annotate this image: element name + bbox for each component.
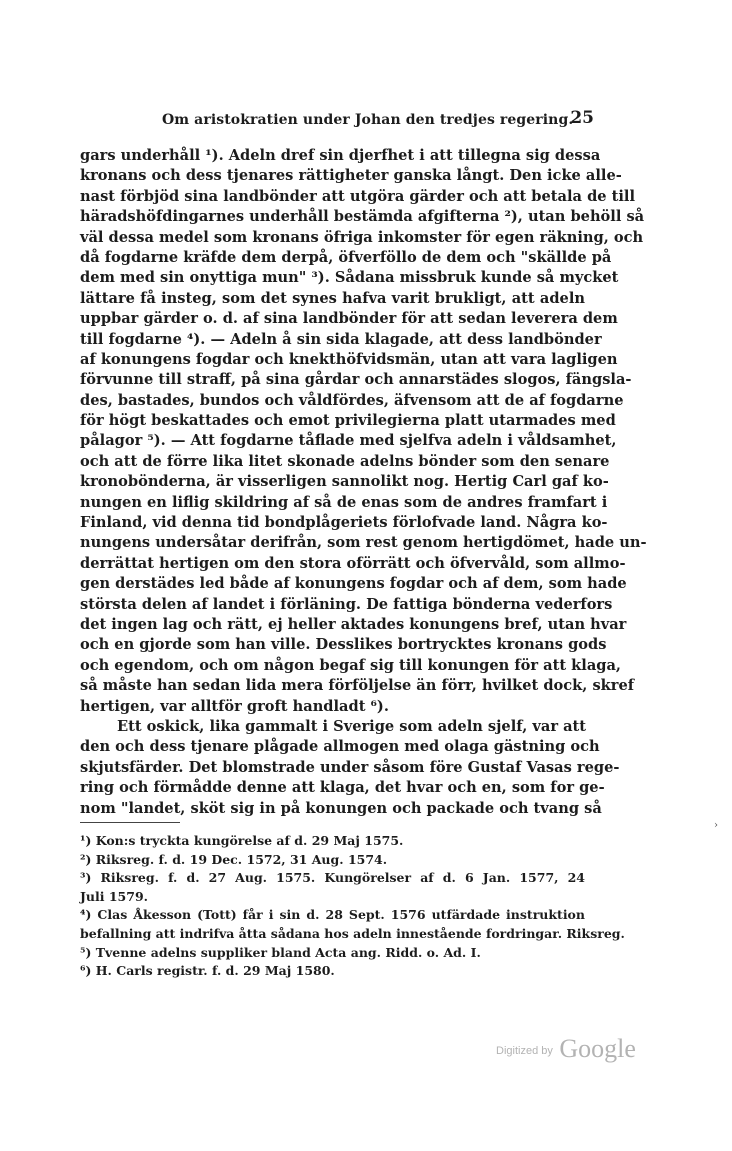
footnote-line: Juli 1579.	[80, 888, 148, 904]
text-line: den och dess tjenare plågade allmogen med olaga gästning och	[80, 738, 600, 756]
text-line: nom "landet, sköt sig in på konungen och packade och tvang så	[80, 799, 602, 817]
text-line: förvunne till straff, på sina gårdar och annarstädes slogos, fängsla-	[80, 371, 632, 389]
footnote	[80, 869, 585, 906]
text-line: nast förbjöd sina landbönder att utgöra gärder och att betala de till	[80, 187, 636, 205]
text-line: uppbar gärder o. d. af sina landbönder för att sedan leverera dem	[80, 310, 618, 328]
footnote	[80, 906, 625, 943]
text-line: Ett oskick, lika gammalt i Sverige som adeln sjelf, var att	[117, 717, 587, 735]
text-line: hertigen, var alltför groft handladt ⁶).	[80, 697, 389, 715]
text-line: nungen en liflig skildring af så de enas som de andres framfart i	[80, 493, 608, 511]
footnote	[80, 944, 585, 963]
text-line: väl dessa medel som kronans öfriga inkomster för egen räkning, och	[80, 228, 644, 246]
text-line: så måste han sedan lida mera förföljelse än förr, hvilket dock, skref	[80, 677, 635, 695]
body-text	[80, 146, 647, 819]
text-line: ring och förmådde denne att klaga, det hvar och en, som for ge-	[80, 779, 605, 797]
text-line: derrättat hertigen om den stora oförrätt och öfvervåld, som allmo-	[80, 554, 626, 572]
text-line: gars underhåll ¹). Adeln dref sin djerfhet i att tillegna sig dessa	[80, 147, 601, 164]
watermark-prefix: Digitized by	[496, 1045, 553, 1057]
google-logo: Google	[559, 1034, 636, 1063]
text-line: pålagor ⁵). — Att fogdarne tåflade med sjelfva adeln i våldsamhet,	[80, 432, 617, 450]
text-line: Finland, vid denna tid bondplågeriets förlofvade land. Några ko-	[80, 514, 608, 532]
footnote-line: ²) Riksreg. f. d. 19 Dec. 1572, 31 Aug. 1574.	[80, 851, 388, 867]
page-number: 25	[570, 108, 594, 128]
text-line: des, bastades, bundos och våldfördes, äfvensom att de af fogdarne	[80, 391, 624, 409]
text-line: för högt beskattades och emot privilegierna platt utarmades med	[80, 412, 616, 430]
footnote	[80, 832, 585, 851]
text-line: då fogdarne kräfde dem derpå, öfverföllo de dem och "skällde på	[80, 248, 612, 266]
text-line: af konungens fogdar och knekthöfvidsmän, utan att vara lagligen	[80, 350, 618, 368]
margin-mark: ›	[714, 820, 718, 831]
footnote-line: ³) Riksreg. f. d. 27 Aug. 1575. Kungörelser af d. 6 Jan. 1577, 24	[80, 870, 585, 886]
footnote-line: ⁶) H. Carls registr. f. d. 29 Maj 1580.	[80, 963, 335, 979]
text-line: nungens undersåtar derifrån, som rest genom hertigdömet, hade un-	[80, 534, 647, 552]
text-line: och att de förre lika litet skonade adelns bönder som den senare	[80, 452, 610, 470]
text-line: skjutsfärder. Det blomstrade under såsom före Gustaf Vasas rege-	[80, 758, 620, 776]
text-line: till fogdarne ⁴). — Adeln å sin sida klagade, att dess landbönder	[80, 330, 602, 348]
footnotes	[80, 832, 625, 981]
running-head: Om aristokratien under Johan den tredjes regering.	[162, 112, 574, 128]
footnote	[80, 851, 585, 870]
text-line: största delen af landet i förläning. De fattiga bönderna vederfors	[80, 595, 613, 613]
footnote-line: ¹) Kon:s tryckta kungörelse af d. 29 Maj 1575.	[80, 833, 404, 848]
text-line: häradshöfdingarnes underhåll bestämda afgifterna ²), utan behöll så	[80, 208, 645, 226]
footnote-line: ⁵) Tvenne adelns suppliker bland Acta ang. Ridd. o. Ad. I.	[80, 944, 481, 960]
text-line: och egendom, och om någon begaf sig till konungen för att klaga,	[80, 656, 622, 674]
text-line: dem med sin onyttiga mun" ³). Sådana missbruk kunde så mycket	[80, 269, 619, 287]
text-line: kronobönderna, är visserligen sannolikt nog. Hertig Carl gaf ko-	[80, 473, 609, 491]
footnote-line: befallning att indrifva åtta sådana hos adeln innestående fordringar. Riksreg.	[80, 925, 625, 941]
text-line: och en gjorde som han ville. Desslikes bortrycktes kronans gods	[80, 636, 607, 654]
text-line: kronans och dess tjenares rättigheter ganska långt. Den icke alle-	[80, 167, 622, 185]
footnote-separator	[80, 822, 180, 823]
text-line: det ingen lag och rätt, ej heller aktades konungens bref, utan hvar	[80, 615, 627, 633]
page-header	[80, 108, 600, 132]
digitized-by-google-watermark	[496, 1034, 636, 1064]
footnote	[80, 962, 585, 981]
text-line: lättare få insteg, som det synes hafva varit brukligt, att adeln	[80, 289, 585, 307]
footnote-line: ⁴) Clas Åkesson (Tott) får i sin d. 28 Sept. 1576 utfärdade instruktion	[80, 907, 585, 923]
text-line: gen derstädes led både af konungens fogdar och af dem, som hade	[80, 575, 627, 593]
